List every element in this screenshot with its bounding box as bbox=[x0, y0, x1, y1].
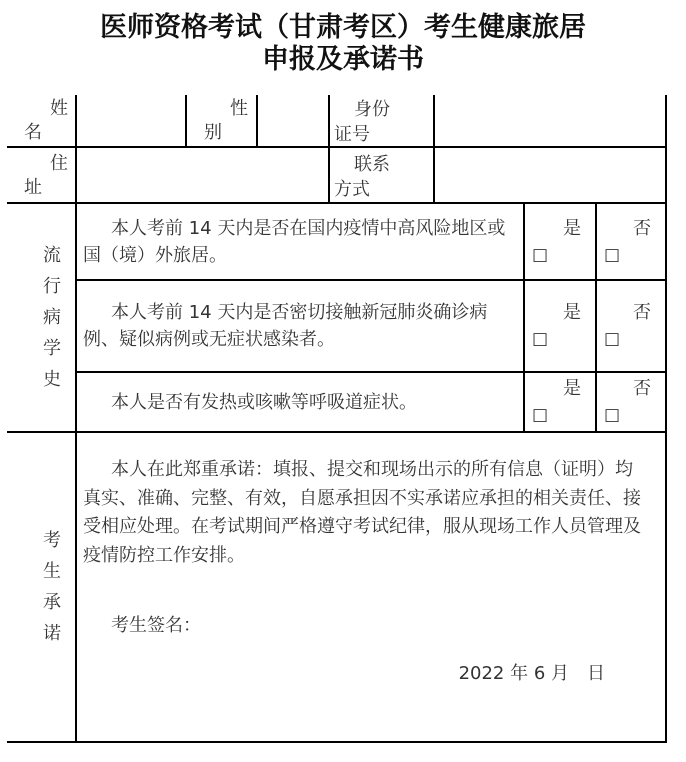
question-2-cell bbox=[77, 281, 525, 373]
q2-yes-option bbox=[525, 281, 597, 373]
commitment-line-3: 受相应处理。在考试期间严格遵守考试纪律，服从现场工作人员管理及 bbox=[83, 516, 641, 537]
form-title-line-1: 医师资格考试（甘肃考区）考生健康旅居 bbox=[100, 12, 586, 43]
question-3-cell bbox=[77, 373, 525, 433]
signature-line[interactable]: 考生签名： bbox=[111, 615, 201, 636]
question-1-cell bbox=[77, 204, 525, 281]
gender-input-cell[interactable] bbox=[258, 95, 330, 148]
q3-yes-checkbox[interactable]: □ bbox=[532, 405, 549, 425]
form-title bbox=[0, 12, 686, 76]
form-table bbox=[7, 95, 667, 743]
gender-label: 性别 bbox=[187, 95, 258, 148]
q1-yes-option bbox=[525, 204, 597, 281]
address-label: 住址 bbox=[7, 148, 77, 204]
name-input-cell[interactable] bbox=[77, 95, 187, 148]
question-1-line-1: 本人考前 14 天内是否在国内疫情中高风险地区或 bbox=[111, 217, 506, 239]
q3-no-label: 否 bbox=[633, 378, 651, 399]
q3-no-option bbox=[597, 373, 667, 433]
q1-no-checkbox[interactable]: □ bbox=[604, 244, 621, 265]
contact-label: 联系方式 bbox=[330, 148, 435, 204]
commitment-line-4: 疫情防控工作安排。 bbox=[83, 544, 245, 566]
contact-input-cell[interactable] bbox=[435, 148, 667, 204]
q3-yes-option bbox=[525, 373, 597, 433]
id-number-label: 身份证号 bbox=[330, 95, 435, 148]
question-2-line-2: 例、疑似病例或无症状感染者。 bbox=[83, 329, 335, 350]
commitment-content-cell bbox=[77, 433, 667, 743]
q1-yes-label: 是 bbox=[563, 217, 581, 239]
question-3-line-1: 本人是否有发热或咳嗽等呼吸道症状。 bbox=[111, 391, 417, 413]
epidemiology-section-label-text: 流行病学史 bbox=[43, 245, 61, 390]
commitment-section-label bbox=[7, 433, 77, 743]
epidemiology-section-label bbox=[7, 204, 77, 433]
q3-yes-label: 是 bbox=[563, 378, 581, 399]
q1-no-label: 否 bbox=[633, 217, 651, 239]
commitment-section-label-text: 考生承诺 bbox=[43, 530, 61, 644]
q2-yes-checkbox[interactable]: □ bbox=[532, 329, 549, 349]
q1-no-option bbox=[597, 204, 667, 281]
q1-yes-checkbox[interactable]: □ bbox=[532, 244, 549, 265]
id-number-input-cell[interactable] bbox=[435, 95, 667, 148]
q2-no-label: 否 bbox=[633, 302, 651, 323]
name-label: 姓名 bbox=[7, 95, 77, 148]
q3-no-checkbox[interactable]: □ bbox=[604, 405, 621, 425]
q2-no-checkbox[interactable]: □ bbox=[604, 329, 621, 349]
question-2-line-1: 本人考前 14 天内是否密切接触新冠肺炎确诊病 bbox=[111, 302, 488, 323]
q2-no-option bbox=[597, 281, 667, 373]
commitment-line-1: 本人在此郑重承诺：填报、提交和现场出示的所有信息（证明）均 bbox=[111, 459, 633, 480]
date-line: 2022 年 6 月 日 bbox=[458, 663, 605, 684]
question-1-line-2: 国（境）外旅居。 bbox=[83, 244, 227, 266]
form-title-line-2: 申报及承诺书 bbox=[262, 44, 424, 75]
commitment-line-2: 真实、准确、完整、有效，自愿承担因不实承诺应承担的相关责任、接 bbox=[83, 487, 641, 509]
q2-yes-label: 是 bbox=[563, 302, 581, 323]
address-input-cell[interactable] bbox=[77, 148, 330, 204]
